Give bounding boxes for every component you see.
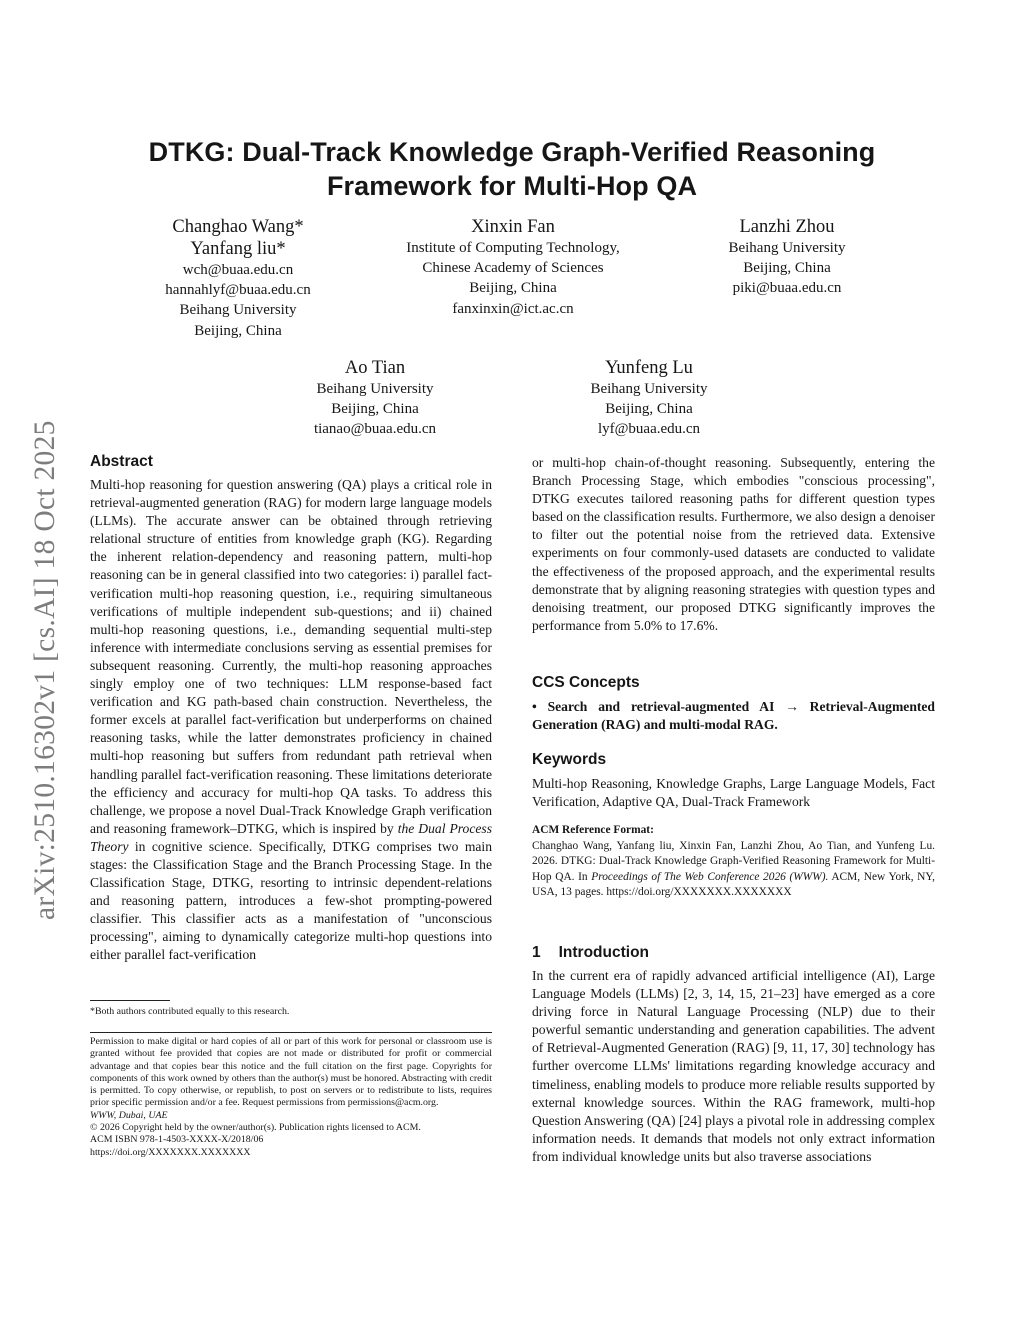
copyright: © 2026 Copyright held by the owner/author(s). Publication rights licensed to ACM. xyxy=(90,1122,421,1134)
author-location: Beijing, China xyxy=(469,280,557,297)
keywords-heading: Keywords xyxy=(532,751,607,768)
introduction-section xyxy=(532,943,935,1166)
ccs-heading: CCS Concepts xyxy=(532,674,640,691)
acm-reference xyxy=(532,823,935,901)
abstract-continuation xyxy=(532,454,935,635)
author-affiliation: Institute of Computing Technology, xyxy=(406,240,620,256)
author-email: lyf@buaa.edu.cn xyxy=(597,421,701,438)
author-block-tian xyxy=(275,357,475,440)
keywords-section xyxy=(532,750,935,811)
author-name: Ao Tian xyxy=(344,358,406,378)
author-name: Yanfang liu* xyxy=(190,239,286,259)
isbn: ACM ISBN 978-1-4503-XXXX-X/2018/06 xyxy=(90,1134,264,1146)
paper-title: DTKG: Dual-Track Knowledge Graph-Verified Reasoning Framework for Multi-Hop QA xyxy=(148,137,876,201)
author-location: Beijing, China xyxy=(194,322,282,339)
author-affiliation: Chinese Academy of Sciences xyxy=(422,260,604,277)
theory-name: the Dual Process Theory xyxy=(90,820,492,854)
framework-name: Dual-Track Knowledge Graph xyxy=(259,802,426,818)
author-email: wch@buaa.edu.cn xyxy=(182,262,294,278)
permission-rule xyxy=(90,1032,492,1033)
permission-text: Permission to make digital or hard copies of all or part of this work for personal or classroom use is granted without fee provided that copies are not made or distributed for profit or commercial advantage and that copies bear this notice and the full citation on the first page. Copyrights for components of this work owned by others than the author(s) must be honored. Abstracting with credit is permitted. To copy otherwise, or republish, to post on servers or to redistribute to lists, requires prior specific permission and/or a fee. Request permissions from permissions@acm.org. xyxy=(90,1036,492,1109)
abstract-section xyxy=(90,452,492,965)
author-name: Lanzhi Zhou xyxy=(739,217,835,237)
abstract-text: Multi-hop reasoning for question answering (QA) plays a critical role in retrieval-augmented generation (RAG) for modern large language models (LLMs). The accurate answer can be obtained through retrieving relational structure of entities from knowledge graph (KG). Regarding the inherent relation-dependency and reasoning pattern, multi-hop reasoning can be in general classified into two categories: i) parallel fact-verification multi-hop reasoning question, i.e., requiring simultaneous verifications of multiple independent sub-questions; and ii) chained multi-hop reasoning questions, i.e., demanding sequential multi-step inference with intermediate conclusions serving as essential premises for subsequent reasoning. Currently, the multi-hop reasoning approaches singly employ one of two techniques: LLM response-based fact verification and KG path-based chain construction. Nevertheless, the former excels at parallel fact-verification but underperforms on chained reasoning tasks, while the latter demonstrates proficiency in chained multi-hop reasoning but suffers from redundant path retrieval when handling parallel fact-verification reasoning. These limitations deteriorate the efficiency and accuracy for multi-hop QA tasks. To address this challenge, we propose a novel Dual-Track Knowledge Graph verification and reasoning framework–DTKG, which is inspired by the Dual Process Theory in cognitive science. Specifically, DTKG comprises two main stages: the Classification Stage and the Branch Processing Stage. In the Classification Stage, DTKG, resorting to intrinsic dependent-relations and reasoning pattern, introduces a few-shot prompting-powered classifier. This classifier acts as a manifestation of "unconscious processing", aiming to dynamically categorize multi-hop questions into either parallel fact-verification xyxy=(90,477,493,963)
venue: WWW, Dubai, UAE xyxy=(90,1109,168,1121)
author-affiliation: Beihang University xyxy=(728,240,846,256)
proceedings-name: Proceedings of The Web Conference 2026 (WWW). xyxy=(591,870,829,883)
author-email: hannahlyf@buaa.edu.cn xyxy=(165,282,311,299)
author-block-fan xyxy=(372,216,654,319)
author-location: Beijing, China xyxy=(605,401,693,418)
author-name: Yunfeng Lu xyxy=(605,358,693,378)
intro-heading xyxy=(532,943,935,963)
footnote-rule xyxy=(90,1000,170,1001)
acm-ref-text: Changhao Wang, Yanfang liu, Xinxin Fan, Lanzhi Zhou, Ao Tian, and Yunfeng Lu. 2026. DTKG: Dual-Track Knowledge Graph-Verified Reasoning Framework for Multi-Hop QA. In Proceedings of The Web Conference 2026 (WWW). ACM, New York, NY, USA, 13 pages. https://doi.org/XXXXXXX.XXXXXXX xyxy=(532,839,935,899)
ccs-text: • Search and retrieval-augmented AI → Retrieval-Augmented Generation (RAG) and multi-modal RAG. xyxy=(532,699,935,733)
abstract-heading: Abstract xyxy=(90,453,153,470)
author-block-lu xyxy=(549,357,749,440)
author-block-zhou xyxy=(682,216,892,299)
section-number: 1 xyxy=(532,944,541,961)
footnote: *Both authors contributed equally to this research. xyxy=(90,1006,290,1017)
ccs-section xyxy=(532,673,935,734)
keywords-text: Multi-hop Reasoning, Knowledge Graphs, Large Language Models, Fact Verification, Adaptive QA, Dual-Track Framework xyxy=(532,776,935,810)
permission-block xyxy=(90,1036,492,1159)
author-name: Changhao Wang* xyxy=(172,217,304,237)
author-affiliation: Beihang University xyxy=(179,302,297,319)
author-email: piki@buaa.edu.cn xyxy=(732,280,842,297)
arxiv-identifier: arXiv:2510.16302v1 [cs.AI] 18 Oct 2025 xyxy=(29,420,61,920)
author-email: fanxinxin@ict.ac.cn xyxy=(452,300,574,317)
author-name: Xinxin Fan xyxy=(471,217,555,237)
section-title: Introduction xyxy=(558,944,650,961)
author-location: Beijing, China xyxy=(743,260,831,277)
acm-ref-heading: ACM Reference Format: xyxy=(532,824,654,836)
author-email: tianao@buaa.edu.cn xyxy=(313,421,437,438)
author-location: Beijing, China xyxy=(331,401,419,418)
intro-text: In the current era of rapidly advanced artificial intelligence (AI), Large Language Models (LLMs) [2, 3, 14, 15, 21–23] have emerged as a core driving force in Natural Language Processing (NLP) due to their powerful semantic understanding and generation capabilities. The advent of Retrieval-Augmented Generation (RAG) [9, 11, 17, 30] technology has further overcome LLMs' limitations regarding knowledge accuracy and timeliness, enabling models to produce more reliable results supported by external knowledge sources. Within the RAG framework, multi-hop Question Answering (QA) [24] plays a pivotal role in addressing complex information needs. It demands that models not only extract information from individual knowledge units but also traverse associations xyxy=(532,968,935,1164)
author-affiliation: Beihang University xyxy=(590,381,708,397)
abstract-text-continued: or multi-hop chain-of-thought reasoning. Subsequently, entering the Branch Processing Stage, which embodies "conscious processing", DTKG executes tailored reasoning paths for different question types based on the classification results. Furthermore, we also design a denoiser to filter out the potential noise from the retrieved data. Extensive experiments on four commonly-used datasets are conducted to validate the effectiveness of the proposed approach, and the experimental results demonstrate that by aligning reasoning strategies with question types and denoising treatment, our proposed DTKG significantly improves the performance from 5.0% to 17.6%. xyxy=(532,455,935,633)
author-block-wang-liu xyxy=(128,216,348,341)
doi-link[interactable]: https://doi.org/XXXXXXX.XXXXXXX xyxy=(90,1146,251,1158)
author-affiliation: Beihang University xyxy=(316,381,434,397)
